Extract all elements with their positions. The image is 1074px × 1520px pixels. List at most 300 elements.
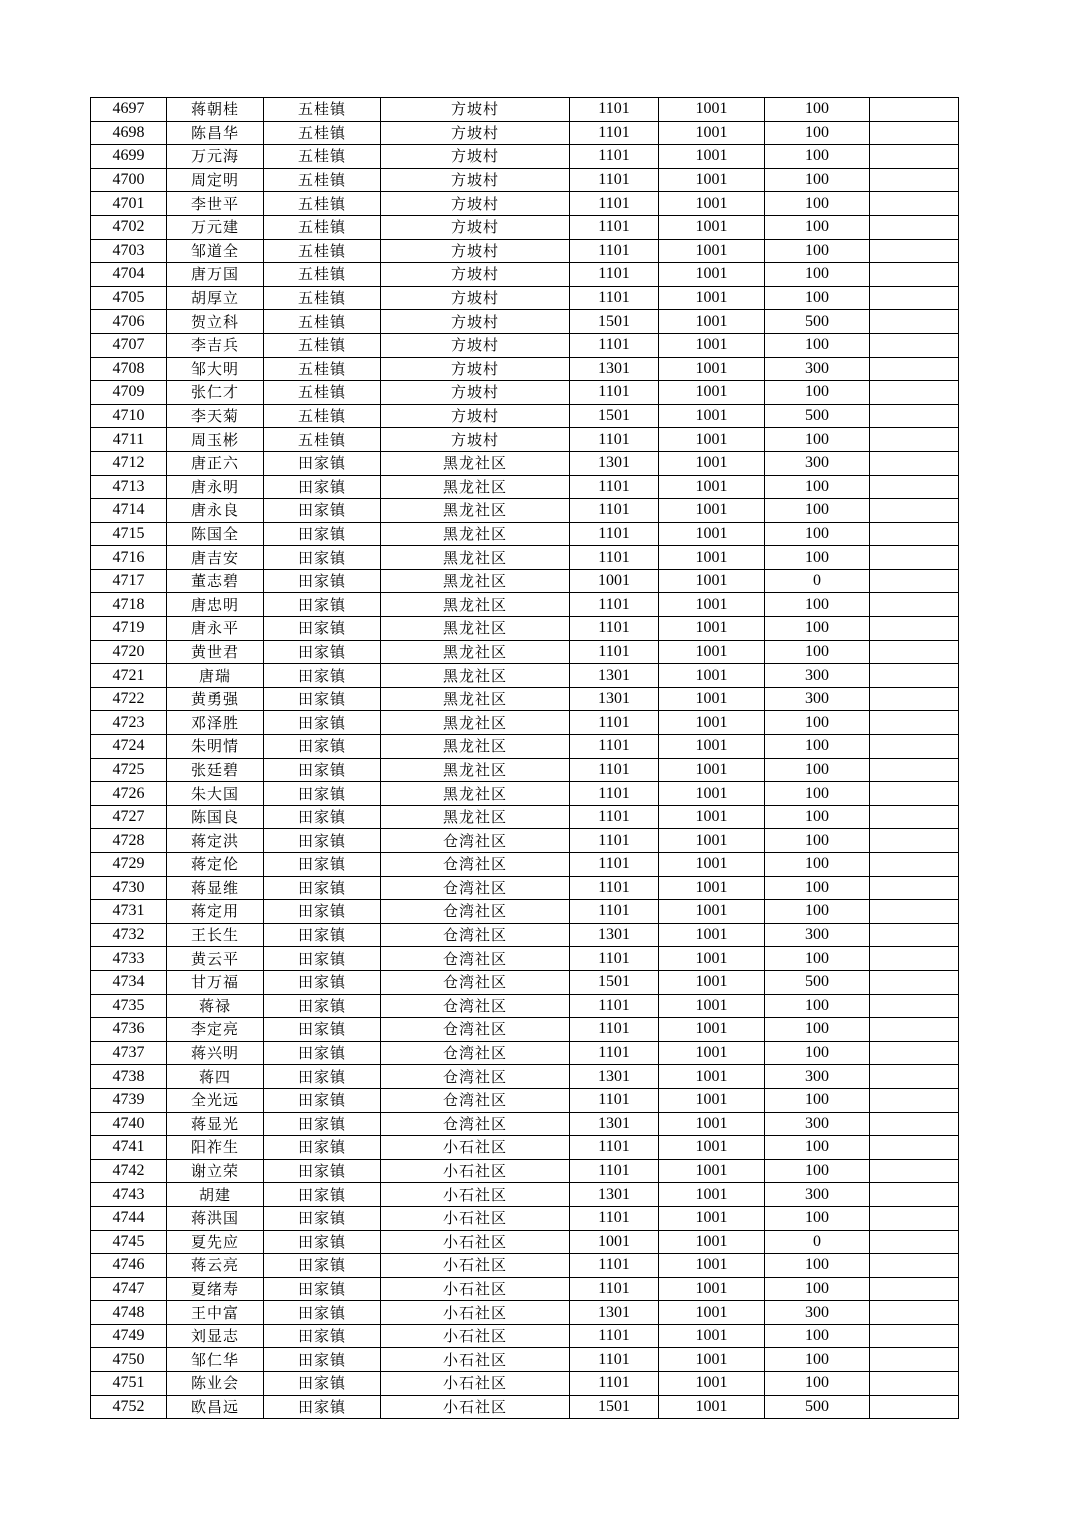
- village-cell: 方坡村: [381, 286, 570, 310]
- code-a-cell: 1301: [570, 923, 659, 947]
- village-cell: 小石社区: [381, 1254, 570, 1278]
- code-a-cell: 1101: [570, 1018, 659, 1042]
- remark-cell: [870, 428, 959, 452]
- village-cell: 仓湾社区: [381, 1065, 570, 1089]
- code-b-cell: 1001: [659, 1183, 765, 1207]
- village-cell: 小石社区: [381, 1136, 570, 1160]
- code-a-cell: 1101: [570, 1348, 659, 1372]
- town-cell: 田家镇: [264, 758, 381, 782]
- table-row: [91, 1206, 959, 1230]
- town-cell: 田家镇: [264, 782, 381, 806]
- code-b-cell: 1001: [659, 1112, 765, 1136]
- village-cell: 仓湾社区: [381, 1018, 570, 1042]
- record-number-cell: 4740: [91, 1112, 167, 1136]
- code-a-cell: 1501: [570, 970, 659, 994]
- code-b-cell: 1001: [659, 711, 765, 735]
- record-number-cell: 4738: [91, 1065, 167, 1089]
- remark-cell: [870, 404, 959, 428]
- table-row: [91, 192, 959, 216]
- code-b-cell: 1001: [659, 1159, 765, 1183]
- table-row: [91, 310, 959, 334]
- record-number-cell: 4718: [91, 593, 167, 617]
- code-a-cell: 1001: [570, 1230, 659, 1254]
- village-cell: 黑龙社区: [381, 758, 570, 782]
- name-cell: 夏先应: [167, 1230, 264, 1254]
- town-cell: 田家镇: [264, 1395, 381, 1419]
- record-number-cell: 4716: [91, 546, 167, 570]
- record-number-cell: 4706: [91, 310, 167, 334]
- name-cell: 全光远: [167, 1088, 264, 1112]
- name-cell: 万元建: [167, 215, 264, 239]
- record-number-cell: 4713: [91, 475, 167, 499]
- town-cell: 田家镇: [264, 735, 381, 759]
- code-a-cell: 1301: [570, 357, 659, 381]
- name-cell: 邹仁华: [167, 1348, 264, 1372]
- village-cell: 黑龙社区: [381, 475, 570, 499]
- name-cell: 蒋四: [167, 1065, 264, 1089]
- code-b-cell: 1001: [659, 640, 765, 664]
- name-cell: 黄勇强: [167, 687, 264, 711]
- remark-cell: [870, 1183, 959, 1207]
- village-cell: 小石社区: [381, 1324, 570, 1348]
- record-number-cell: 4697: [91, 98, 167, 122]
- town-cell: 五桂镇: [264, 428, 381, 452]
- record-number-cell: 4715: [91, 522, 167, 546]
- village-cell: 方坡村: [381, 145, 570, 169]
- village-cell: 黑龙社区: [381, 451, 570, 475]
- code-a-cell: 1301: [570, 1183, 659, 1207]
- name-cell: 董志碧: [167, 569, 264, 593]
- amount-cell: 300: [765, 1183, 870, 1207]
- amount-cell: 100: [765, 782, 870, 806]
- town-cell: 田家镇: [264, 664, 381, 688]
- code-a-cell: 1101: [570, 1136, 659, 1160]
- amount-cell: 100: [765, 286, 870, 310]
- name-cell: 胡建: [167, 1183, 264, 1207]
- remark-cell: [870, 758, 959, 782]
- table-row: [91, 145, 959, 169]
- name-cell: 刘显志: [167, 1324, 264, 1348]
- table-row: [91, 569, 959, 593]
- village-cell: 仓湾社区: [381, 923, 570, 947]
- remark-cell: [870, 805, 959, 829]
- table-row: [91, 381, 959, 405]
- table-row: [91, 664, 959, 688]
- village-cell: 方坡村: [381, 168, 570, 192]
- village-cell: 小石社区: [381, 1395, 570, 1419]
- code-b-cell: 1001: [659, 617, 765, 641]
- village-cell: 小石社区: [381, 1277, 570, 1301]
- record-number-cell: 4703: [91, 239, 167, 263]
- town-cell: 田家镇: [264, 1372, 381, 1396]
- remark-cell: [870, 121, 959, 145]
- table-row: [91, 1348, 959, 1372]
- amount-cell: 100: [765, 522, 870, 546]
- code-a-cell: 1101: [570, 215, 659, 239]
- remark-cell: [870, 640, 959, 664]
- amount-cell: 100: [765, 263, 870, 287]
- code-b-cell: 1001: [659, 1395, 765, 1419]
- code-b-cell: 1001: [659, 1348, 765, 1372]
- code-b-cell: 1001: [659, 499, 765, 523]
- code-a-cell: 1301: [570, 664, 659, 688]
- town-cell: 田家镇: [264, 1136, 381, 1160]
- remark-cell: [870, 475, 959, 499]
- code-a-cell: 1101: [570, 829, 659, 853]
- town-cell: 田家镇: [264, 994, 381, 1018]
- code-b-cell: 1001: [659, 145, 765, 169]
- record-number-cell: 4714: [91, 499, 167, 523]
- remark-cell: [870, 546, 959, 570]
- name-cell: 阳祚生: [167, 1136, 264, 1160]
- amount-cell: 100: [765, 1277, 870, 1301]
- remark-cell: [870, 569, 959, 593]
- remark-cell: [870, 853, 959, 877]
- code-b-cell: 1001: [659, 381, 765, 405]
- name-cell: 蒋定伦: [167, 853, 264, 877]
- code-b-cell: 1001: [659, 475, 765, 499]
- code-b-cell: 1001: [659, 569, 765, 593]
- table-row: [91, 499, 959, 523]
- code-a-cell: 1501: [570, 404, 659, 428]
- code-b-cell: 1001: [659, 310, 765, 334]
- record-number-cell: 4723: [91, 711, 167, 735]
- amount-cell: 500: [765, 970, 870, 994]
- code-b-cell: 1001: [659, 758, 765, 782]
- name-cell: 蒋显维: [167, 876, 264, 900]
- code-b-cell: 1001: [659, 900, 765, 924]
- town-cell: 田家镇: [264, 805, 381, 829]
- record-number-cell: 4731: [91, 900, 167, 924]
- code-b-cell: 1001: [659, 428, 765, 452]
- amount-cell: 100: [765, 711, 870, 735]
- code-a-cell: 1101: [570, 333, 659, 357]
- code-a-cell: 1101: [570, 168, 659, 192]
- amount-cell: 100: [765, 1159, 870, 1183]
- remark-cell: [870, 1018, 959, 1042]
- town-cell: 田家镇: [264, 1112, 381, 1136]
- code-b-cell: 1001: [659, 286, 765, 310]
- code-a-cell: 1101: [570, 876, 659, 900]
- village-cell: 黑龙社区: [381, 782, 570, 806]
- village-cell: 方坡村: [381, 357, 570, 381]
- code-a-cell: 1101: [570, 1206, 659, 1230]
- name-cell: 贺立科: [167, 310, 264, 334]
- town-cell: 田家镇: [264, 687, 381, 711]
- record-number-cell: 4712: [91, 451, 167, 475]
- code-b-cell: 1001: [659, 1018, 765, 1042]
- table-row: [91, 215, 959, 239]
- code-a-cell: 1101: [570, 1041, 659, 1065]
- town-cell: 田家镇: [264, 1348, 381, 1372]
- village-cell: 仓湾社区: [381, 1088, 570, 1112]
- name-cell: 蒋定用: [167, 900, 264, 924]
- town-cell: 田家镇: [264, 617, 381, 641]
- code-a-cell: 1101: [570, 428, 659, 452]
- amount-cell: 100: [765, 1372, 870, 1396]
- table-row: [91, 782, 959, 806]
- amount-cell: 500: [765, 404, 870, 428]
- name-cell: 周玉彬: [167, 428, 264, 452]
- record-number-cell: 4733: [91, 947, 167, 971]
- amount-cell: 100: [765, 758, 870, 782]
- remark-cell: [870, 333, 959, 357]
- remark-cell: [870, 263, 959, 287]
- record-number-cell: 4748: [91, 1301, 167, 1325]
- remark-cell: [870, 1277, 959, 1301]
- code-a-cell: 1101: [570, 263, 659, 287]
- amount-cell: 100: [765, 1206, 870, 1230]
- table-row: [91, 1372, 959, 1396]
- code-b-cell: 1001: [659, 546, 765, 570]
- amount-cell: 100: [765, 900, 870, 924]
- code-a-cell: 1301: [570, 1112, 659, 1136]
- name-cell: 周定明: [167, 168, 264, 192]
- village-cell: 小石社区: [381, 1372, 570, 1396]
- table-row: [91, 1183, 959, 1207]
- table-row: [91, 593, 959, 617]
- record-number-cell: 4702: [91, 215, 167, 239]
- code-b-cell: 1001: [659, 664, 765, 688]
- town-cell: 田家镇: [264, 1324, 381, 1348]
- record-number-cell: 4699: [91, 145, 167, 169]
- table-row: [91, 475, 959, 499]
- name-cell: 邹道全: [167, 239, 264, 263]
- amount-cell: 100: [765, 1324, 870, 1348]
- amount-cell: 100: [765, 853, 870, 877]
- town-cell: 五桂镇: [264, 286, 381, 310]
- remark-cell: [870, 1065, 959, 1089]
- name-cell: 邹大明: [167, 357, 264, 381]
- remark-cell: [870, 1041, 959, 1065]
- remark-cell: [870, 782, 959, 806]
- remark-cell: [870, 876, 959, 900]
- remark-cell: [870, 900, 959, 924]
- table-row: [91, 1088, 959, 1112]
- name-cell: 陈业会: [167, 1372, 264, 1396]
- code-a-cell: 1101: [570, 947, 659, 971]
- name-cell: 夏绪寿: [167, 1277, 264, 1301]
- village-cell: 小石社区: [381, 1301, 570, 1325]
- code-a-cell: 1101: [570, 900, 659, 924]
- record-number-cell: 4730: [91, 876, 167, 900]
- code-a-cell: 1101: [570, 239, 659, 263]
- table-row: [91, 1254, 959, 1278]
- remark-cell: [870, 1136, 959, 1160]
- table-row: [91, 239, 959, 263]
- name-cell: 蒋朝桂: [167, 98, 264, 122]
- table-row: [91, 853, 959, 877]
- code-a-cell: 1101: [570, 192, 659, 216]
- village-cell: 黑龙社区: [381, 617, 570, 641]
- record-number-cell: 4751: [91, 1372, 167, 1396]
- table-row: [91, 286, 959, 310]
- record-number-cell: 4750: [91, 1348, 167, 1372]
- town-cell: 田家镇: [264, 475, 381, 499]
- town-cell: 田家镇: [264, 546, 381, 570]
- code-b-cell: 1001: [659, 1277, 765, 1301]
- table-row: [91, 121, 959, 145]
- remark-cell: [870, 1159, 959, 1183]
- amount-cell: 300: [765, 1065, 870, 1089]
- village-cell: 黑龙社区: [381, 735, 570, 759]
- code-a-cell: 1101: [570, 1254, 659, 1278]
- table-row: [91, 1230, 959, 1254]
- code-b-cell: 1001: [659, 1301, 765, 1325]
- amount-cell: 100: [765, 499, 870, 523]
- name-cell: 黄世君: [167, 640, 264, 664]
- town-cell: 田家镇: [264, 829, 381, 853]
- record-number-cell: 4717: [91, 569, 167, 593]
- remark-cell: [870, 522, 959, 546]
- record-number-cell: 4749: [91, 1324, 167, 1348]
- name-cell: 甘万福: [167, 970, 264, 994]
- village-cell: 方坡村: [381, 121, 570, 145]
- name-cell: 唐永明: [167, 475, 264, 499]
- remark-cell: [870, 593, 959, 617]
- record-number-cell: 4707: [91, 333, 167, 357]
- village-cell: 小石社区: [381, 1206, 570, 1230]
- town-cell: 田家镇: [264, 1065, 381, 1089]
- code-a-cell: 1101: [570, 499, 659, 523]
- code-a-cell: 1301: [570, 1065, 659, 1089]
- code-a-cell: 1101: [570, 522, 659, 546]
- table-row: [91, 970, 959, 994]
- code-b-cell: 1001: [659, 168, 765, 192]
- code-a-cell: 1101: [570, 121, 659, 145]
- village-cell: 仓湾社区: [381, 829, 570, 853]
- amount-cell: 100: [765, 121, 870, 145]
- town-cell: 田家镇: [264, 1159, 381, 1183]
- code-a-cell: 1101: [570, 758, 659, 782]
- village-cell: 黑龙社区: [381, 522, 570, 546]
- record-number-cell: 4710: [91, 404, 167, 428]
- code-b-cell: 1001: [659, 98, 765, 122]
- village-cell: 方坡村: [381, 404, 570, 428]
- table-row: [91, 1136, 959, 1160]
- name-cell: 陈国全: [167, 522, 264, 546]
- town-cell: 田家镇: [264, 711, 381, 735]
- code-a-cell: 1101: [570, 1277, 659, 1301]
- village-cell: 黑龙社区: [381, 569, 570, 593]
- table-row: [91, 876, 959, 900]
- table-row: [91, 168, 959, 192]
- record-number-cell: 4741: [91, 1136, 167, 1160]
- code-b-cell: 1001: [659, 994, 765, 1018]
- village-cell: 仓湾社区: [381, 900, 570, 924]
- table-row: [91, 617, 959, 641]
- table-row: [91, 1018, 959, 1042]
- table-row: [91, 687, 959, 711]
- town-cell: 田家镇: [264, 1206, 381, 1230]
- table-row: [91, 546, 959, 570]
- amount-cell: 100: [765, 546, 870, 570]
- remark-cell: [870, 499, 959, 523]
- remark-cell: [870, 215, 959, 239]
- amount-cell: 100: [765, 239, 870, 263]
- code-b-cell: 1001: [659, 923, 765, 947]
- remark-cell: [870, 923, 959, 947]
- remark-cell: [870, 1112, 959, 1136]
- amount-cell: 300: [765, 1112, 870, 1136]
- code-a-cell: 1501: [570, 310, 659, 334]
- remark-cell: [870, 357, 959, 381]
- amount-cell: 100: [765, 994, 870, 1018]
- town-cell: 田家镇: [264, 569, 381, 593]
- code-a-cell: 1101: [570, 1088, 659, 1112]
- village-cell: 黑龙社区: [381, 805, 570, 829]
- code-a-cell: 1101: [570, 782, 659, 806]
- name-cell: 唐万国: [167, 263, 264, 287]
- village-cell: 黑龙社区: [381, 593, 570, 617]
- code-b-cell: 1001: [659, 333, 765, 357]
- name-cell: 唐瑞: [167, 664, 264, 688]
- amount-cell: 100: [765, 1254, 870, 1278]
- record-number-cell: 4704: [91, 263, 167, 287]
- amount-cell: 500: [765, 1395, 870, 1419]
- code-b-cell: 1001: [659, 1254, 765, 1278]
- remark-cell: [870, 617, 959, 641]
- town-cell: 田家镇: [264, 947, 381, 971]
- remark-cell: [870, 168, 959, 192]
- remark-cell: [870, 1395, 959, 1419]
- village-cell: 仓湾社区: [381, 876, 570, 900]
- remark-cell: [870, 1324, 959, 1348]
- town-cell: 田家镇: [264, 1254, 381, 1278]
- code-b-cell: 1001: [659, 1372, 765, 1396]
- name-cell: 邓泽胜: [167, 711, 264, 735]
- remark-cell: [870, 994, 959, 1018]
- table-row: [91, 923, 959, 947]
- amount-cell: 100: [765, 145, 870, 169]
- name-cell: 蒋洪国: [167, 1206, 264, 1230]
- amount-cell: 100: [765, 1348, 870, 1372]
- code-b-cell: 1001: [659, 970, 765, 994]
- code-a-cell: 1101: [570, 640, 659, 664]
- town-cell: 五桂镇: [264, 168, 381, 192]
- name-cell: 蒋显光: [167, 1112, 264, 1136]
- code-b-cell: 1001: [659, 735, 765, 759]
- town-cell: 田家镇: [264, 522, 381, 546]
- code-a-cell: 1101: [570, 711, 659, 735]
- record-number-cell: 4700: [91, 168, 167, 192]
- code-b-cell: 1001: [659, 1230, 765, 1254]
- code-b-cell: 1001: [659, 1065, 765, 1089]
- amount-cell: 300: [765, 1301, 870, 1325]
- code-a-cell: 1101: [570, 98, 659, 122]
- code-b-cell: 1001: [659, 947, 765, 971]
- name-cell: 唐正六: [167, 451, 264, 475]
- code-a-cell: 1101: [570, 546, 659, 570]
- remark-cell: [870, 286, 959, 310]
- amount-cell: 0: [765, 1230, 870, 1254]
- record-number-cell: 4747: [91, 1277, 167, 1301]
- village-cell: 方坡村: [381, 381, 570, 405]
- amount-cell: 100: [765, 640, 870, 664]
- code-a-cell: 1501: [570, 1395, 659, 1419]
- code-a-cell: 1101: [570, 805, 659, 829]
- town-cell: 田家镇: [264, 876, 381, 900]
- table-row: [91, 1159, 959, 1183]
- code-b-cell: 1001: [659, 1088, 765, 1112]
- name-cell: 胡厚立: [167, 286, 264, 310]
- table-row: [91, 829, 959, 853]
- village-cell: 黑龙社区: [381, 687, 570, 711]
- table-row: [91, 1395, 959, 1419]
- table-row: [91, 357, 959, 381]
- remark-cell: [870, 947, 959, 971]
- table-row: [91, 451, 959, 475]
